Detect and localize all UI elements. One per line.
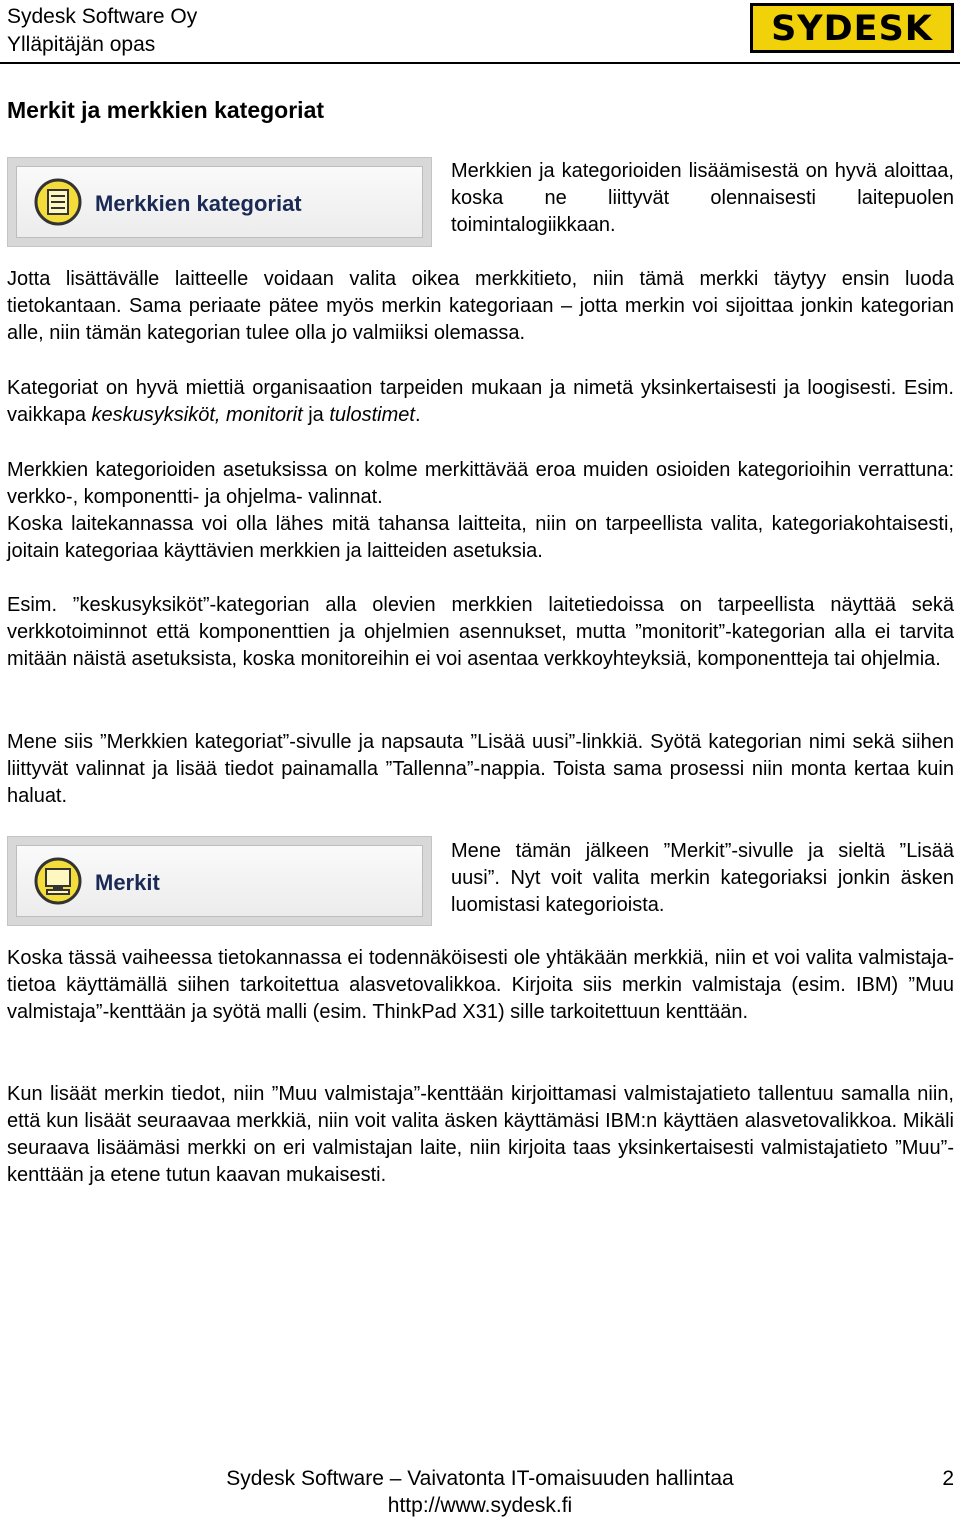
logo-text: SYDESK [771,9,933,49]
paragraph-4: Esim. ”keskusyksiköt”-kategorian alla olevien merkkien laitetiedoissa on tarpeellista näyttää sekä verkkotoiminnot että komponenttien ja ohjelmien asennukset, mutta ”monitorit”-kategorian alla ei tarvita mitään näistä asetuksista, koska monitoreihin ei voi asentaa verkkoyhteyksiä, komponentteja tai ohjelmia. [7,594,954,670]
merkit-screenshot [7,836,432,926]
header-divider [0,62,960,64]
computer-icon [33,856,83,906]
page-number: 2 [942,1467,954,1490]
section-title: Merkit ja merkkien kategoriat [7,97,325,123]
footer-tagline: Sydesk Software – Vaivatonta IT-omaisuuden hallintaa [226,1467,734,1490]
sydesk-logo [750,3,954,53]
paragraph-1: Jotta lisättävälle laitteelle voidaan valita oikea merkkitieto, niin tämä merkki täytyy ensin luoda tietokantaan. Sama periaate pätee myös merkin kategoriaan – jotta merkin voi sijoittaa jonkin kategorian alle, niin tämän kategorian tulee olla jo valmiiksi olemassa. [7,268,954,344]
footer-url[interactable]: http://www.sydesk.fi [387,1494,573,1517]
merkkien-kategoriat-screenshot [7,157,432,247]
paragraph-7: Kun lisäät merkin tiedot, niin ”Muu valmistaja”-kenttään kirjoittamasi valmistajatieto tallentuu samalla niin, että kun lisäät seuraavaa merkkiä, niin voit valita äsken käyttämäsi IBM:n käyttäen alasvetovalikkoa. Mikäli seuraava lisäämäsi merkki on eri valmistajan laite, niin kirjoita taas yksinkertaisesti valmistajatieto ”Muu”-kenttään ja etene tutun kaavan mukaisesti. [7,1083,954,1186]
merkit-instructions: Mene tämän jälkeen ”Merkit”-sivulle ja sieltä ”Lisää uusi”. Nyt voit valita merkin kategoriaksi jonkin äsken luomistasi kategorioista. [451,840,954,916]
category-list-icon [33,177,83,227]
screenshot-label: Merkit [95,870,160,895]
paragraph-6: Koska tässä vaiheessa tietokannassa ei todennäköisesti ole yhtäkään merkkiä, niin et voi valita valmistaja-tietoa käyttämällä siihen tarkoitettua alasvetovalikkoa. Kirjoita siis merkin valmistaja (esim. IBM) ”Muu valmistaja”-kenttään ja syötä malli (esim. ThinkPad X31) sille tarkoitettuun kenttään. [7,947,954,1023]
header-subtitle: Ylläpitäjän opas [7,33,156,56]
paragraph-3a: Merkkien kategorioiden asetuksissa on kolme merkittävää eroa muiden osioiden kategorioihin verrattuna: verkko-, komponentti- ja ohjelma- valinnat. [7,459,954,508]
paragraph-2: Kategoriat on hyvä miettiä organisaation tarpeiden mukaan ja nimetä yksinkertaisesti ja loogisesti. Esim. vaikkapa keskusyksiköt, monitorit ja tulostimet. [7,377,954,426]
screenshot-label: Merkkien kategoriat [95,191,302,216]
paragraph-5: Mene siis ”Merkkien kategoriat”-sivulle ja napsauta ”Lisää uusi”-linkkiä. Syötä kategorian nimi sekä siihen liittyvät valinnat ja lisää tiedot painamalla ”Tallenna”-nappia. Toista sama prosessi niin monta kertaa kuin haluat. [7,731,954,807]
paragraph-3b: Koska laitekannassa voi olla lähes mitä tahansa laitteita, niin on tarpeellista valita, kategoriakohtaisesti, joitain kategoriaa käyttävien merkkien ja laitteiden asetuksia. [7,513,954,562]
intro-text: Merkkien ja kategorioiden lisäämisestä on hyvä aloittaa, koska ne liittyvät olennaisesti laitepuolen toimintalogiikkaan. [451,160,954,236]
header-company: Sydesk Software Oy [7,5,198,28]
